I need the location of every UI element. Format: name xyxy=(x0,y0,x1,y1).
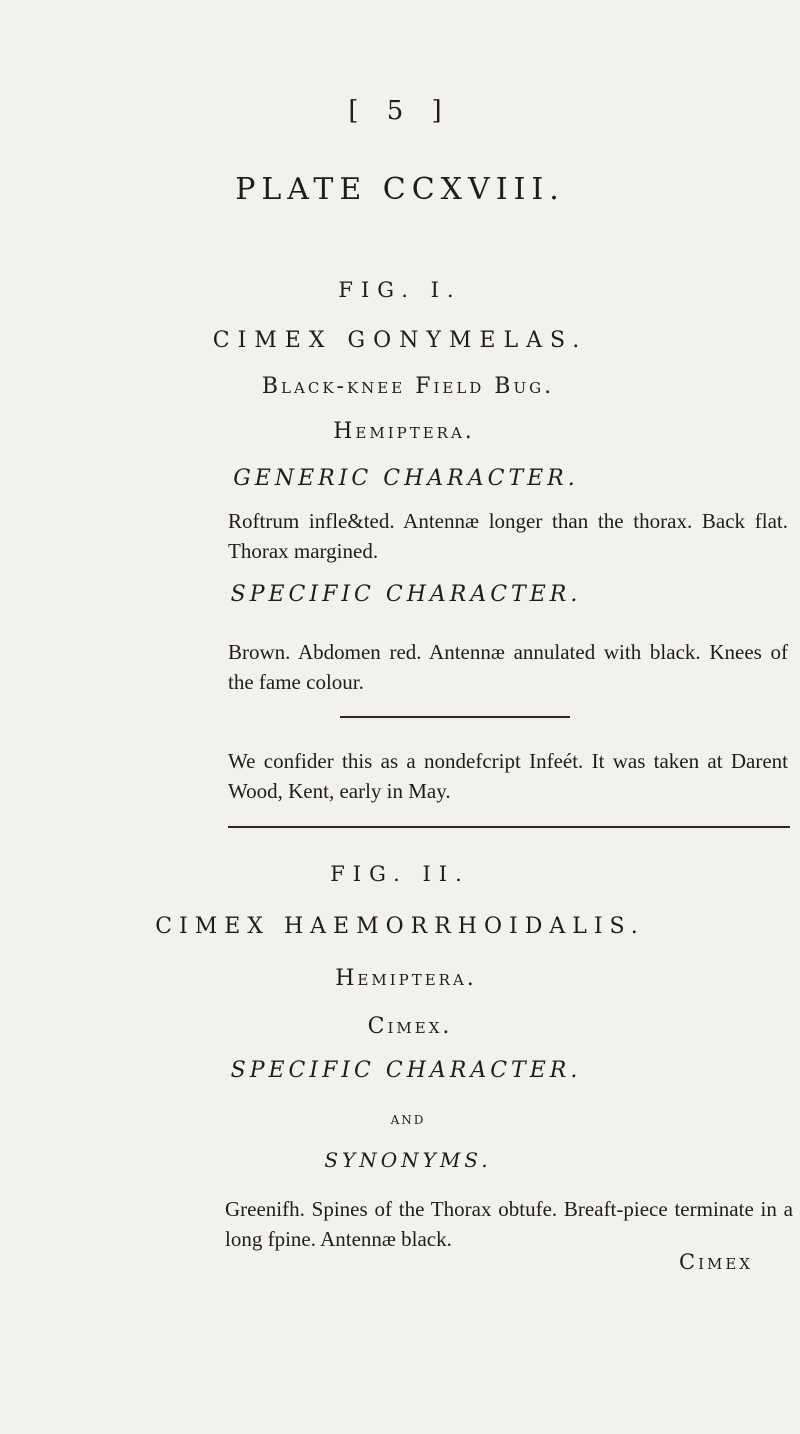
fig1-specific-heading: SPECIFIC CHARACTER. xyxy=(230,582,582,607)
fig2-species: CIMEX HAEMORRHOIDALIS. xyxy=(155,914,645,939)
fig1-common-name: Black-knee Field Bug. xyxy=(261,374,555,399)
fig1-specific-text: Brown. Abdomen red. Antennæ annulated with black. Knees of the fame colour. xyxy=(228,640,788,694)
page-number: [ 5 ] xyxy=(348,96,452,126)
and-word: AND xyxy=(390,1113,426,1127)
fig2-label: FIG. II. xyxy=(330,862,470,886)
fig2-order: Hemiptera. xyxy=(335,966,477,991)
fig1-order: Hemiptera. xyxy=(333,419,475,444)
plate-title: PLATE CCXVIII. xyxy=(235,172,565,207)
long-divider xyxy=(228,826,790,828)
catchword: Cimex xyxy=(679,1250,753,1274)
short-divider xyxy=(340,716,570,718)
fig2-specific-heading: SPECIFIC CHARACTER. xyxy=(230,1058,582,1083)
fig1-note: We confider this as a nondefcript Infeét. It was taken at Darent Wood, Kent, early in May. xyxy=(228,749,788,803)
fig1-label: FIG. I. xyxy=(338,278,462,302)
fig2-synonyms-heading: SYNONYMS. xyxy=(324,1148,492,1172)
fig1-generic-heading: GENERIC CHARACTER. xyxy=(233,466,579,491)
fig1-generic-text: Roftrum infle&ted. Antennæ longer than the thorax. Back flat. Thorax margined. xyxy=(228,509,788,563)
fig1-species: CIMEX GONYMELAS. xyxy=(212,328,588,353)
fig2-genus: Cimex. xyxy=(367,1014,453,1039)
fig2-specific-text: Greenifh. Spines of the Thorax obtufe. Breaft-piece terminate in a long fpine. Antennæ black. xyxy=(225,1197,793,1251)
